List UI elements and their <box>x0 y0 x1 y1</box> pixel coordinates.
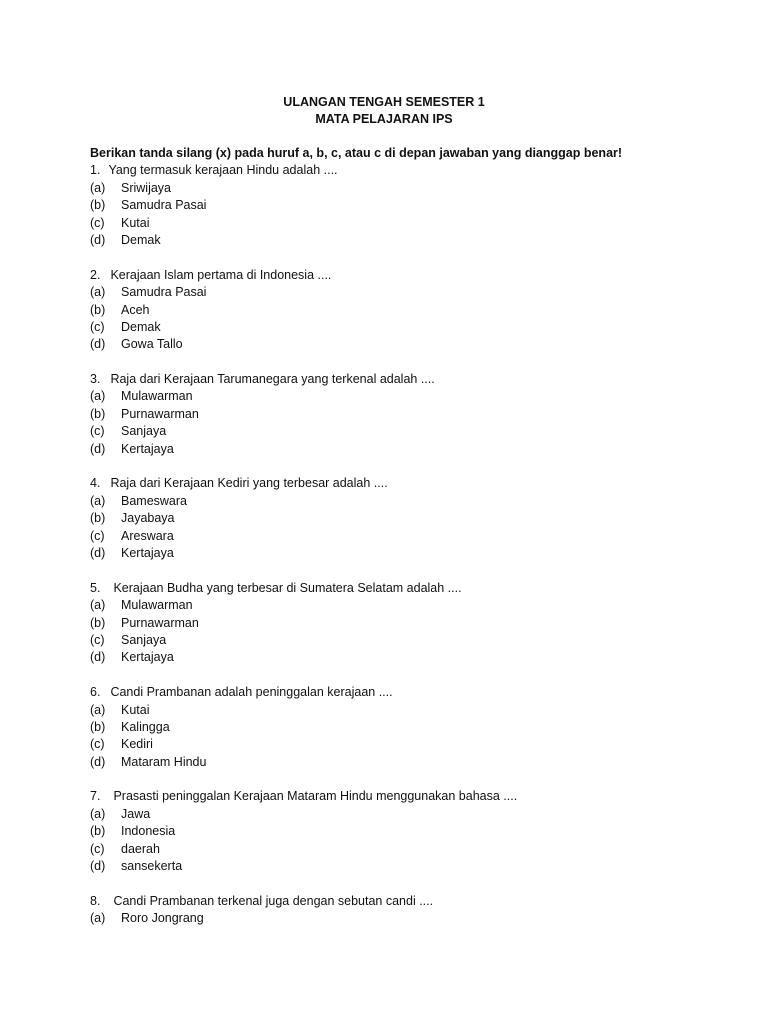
option-text: Samudra Pasai <box>121 285 207 300</box>
question-text: Yang termasuk kerajaan Hindu adalah .... <box>108 163 338 178</box>
option-letter: (a) <box>90 180 106 195</box>
option-letter: (c) <box>90 632 105 647</box>
option-letter: (c) <box>90 841 105 856</box>
question-text: Prasasti peninggalan Kerajaan Mataram Hindu menggunakan bahasa .... <box>113 789 518 804</box>
option-letter: (b) <box>90 511 106 526</box>
answer-option[interactable] <box>90 736 730 753</box>
answer-option[interactable] <box>90 406 730 423</box>
option-letter: (d) <box>90 545 106 560</box>
answer-option[interactable] <box>90 215 730 232</box>
option-letter: (b) <box>90 824 106 839</box>
option-letter: (d) <box>90 337 106 352</box>
question-number: 4. <box>90 476 101 491</box>
question-number: 6. <box>90 685 101 700</box>
option-letter: (a) <box>90 493 106 508</box>
option-letter: (d) <box>90 232 106 247</box>
option-text: Mulawarman <box>121 598 193 613</box>
question-item <box>90 893 730 928</box>
option-text: Aceh <box>121 302 150 317</box>
question-line <box>90 475 730 492</box>
answer-option[interactable] <box>90 719 730 736</box>
option-letter: (d) <box>90 859 106 874</box>
answer-option[interactable] <box>90 841 730 858</box>
question-line <box>90 371 730 388</box>
question-text: Kerajaan Islam pertama di Indonesia .... <box>110 267 332 282</box>
question-number: 7. <box>90 789 101 804</box>
option-letter: (b) <box>90 615 106 630</box>
exam-subject: MATA PELAJARAN IPS <box>315 112 453 126</box>
option-text: Demak <box>121 232 161 247</box>
option-letter: (d) <box>90 650 106 665</box>
option-letter: (b) <box>90 198 106 213</box>
option-letter: (a) <box>90 389 106 404</box>
option-letter: (b) <box>90 719 106 734</box>
question-line <box>90 684 730 701</box>
question-line <box>90 267 730 284</box>
question-item <box>90 580 730 667</box>
answer-option[interactable] <box>90 858 730 875</box>
answer-option[interactable] <box>90 180 730 197</box>
option-text: Sanjaya <box>121 424 167 439</box>
option-letter: (a) <box>90 598 106 613</box>
option-letter: (d) <box>90 441 106 456</box>
option-letter: (c) <box>90 215 105 230</box>
question-item <box>90 475 730 562</box>
option-letter: (b) <box>90 302 106 317</box>
question-text: Kerajaan Budha yang terbesar di Sumatera Selatam adalah .... <box>113 580 462 595</box>
answer-option[interactable] <box>90 441 730 458</box>
option-text: Kertajaya <box>121 650 174 665</box>
option-text: Sanjaya <box>121 632 167 647</box>
answer-option[interactable] <box>90 823 730 840</box>
answer-option[interactable] <box>90 284 730 301</box>
option-letter: (a) <box>90 806 106 821</box>
question-list <box>90 162 730 927</box>
answer-option[interactable] <box>90 302 730 319</box>
answer-option[interactable] <box>90 510 730 527</box>
option-letter: (c) <box>90 319 105 334</box>
answer-option[interactable] <box>90 423 730 440</box>
option-text: sansekerta <box>121 859 183 874</box>
answer-option[interactable] <box>90 319 730 336</box>
option-text: Kediri <box>121 737 153 752</box>
answer-option[interactable] <box>90 615 730 632</box>
option-text: Purnawarman <box>121 406 199 421</box>
answer-option[interactable] <box>90 232 730 249</box>
question-number: 3. <box>90 372 101 387</box>
question-line <box>90 893 730 910</box>
answer-option[interactable] <box>90 528 730 545</box>
question-text: Raja dari Kerajaan Kediri yang terbesar adalah .... <box>110 476 388 491</box>
exam-header <box>0 94 768 128</box>
option-text: Gowa Tallo <box>121 337 183 352</box>
option-text: Jayabaya <box>121 511 175 526</box>
question-line <box>90 580 730 597</box>
question-number: 2. <box>90 267 101 282</box>
option-text: Kutai <box>121 702 150 717</box>
question-line <box>90 788 730 805</box>
answer-option[interactable] <box>90 493 730 510</box>
question-line <box>90 162 730 179</box>
question-item <box>90 684 730 771</box>
question-number: 1. <box>90 163 101 178</box>
answer-option[interactable] <box>90 754 730 771</box>
answer-option[interactable] <box>90 388 730 405</box>
option-text: Roro Jongrang <box>121 911 204 926</box>
question-item <box>90 371 730 458</box>
option-letter: (c) <box>90 737 105 752</box>
answer-option[interactable] <box>90 197 730 214</box>
answer-option[interactable] <box>90 649 730 666</box>
option-text: daerah <box>121 841 160 856</box>
answer-option[interactable] <box>90 545 730 562</box>
option-text: Demak <box>121 319 161 334</box>
answer-option[interactable] <box>90 336 730 353</box>
option-text: Kalingga <box>121 719 170 734</box>
option-letter: (c) <box>90 424 105 439</box>
answer-option[interactable] <box>90 597 730 614</box>
instruction-text: Berikan tanda silang (x) pada huruf a, b, c, atau c di depan jawaban yang dianggap benar! <box>90 146 623 160</box>
answer-option[interactable] <box>90 632 730 649</box>
option-text: Jawa <box>121 806 151 821</box>
option-text: Kutai <box>121 215 150 230</box>
exam-title: ULANGAN TENGAH SEMESTER 1 <box>283 95 485 109</box>
question-text: Raja dari Kerajaan Tarumanegara yang terkenal adalah .... <box>110 372 435 387</box>
question-text: Candi Prambanan adalah peninggalan kerajaan .... <box>110 685 393 700</box>
question-item <box>90 788 730 875</box>
question-number: 5. <box>90 580 101 595</box>
answer-option[interactable] <box>90 910 730 927</box>
exam-content <box>90 145 730 945</box>
answer-option[interactable] <box>90 806 730 823</box>
question-text: Candi Prambanan terkenal juga dengan sebutan candi .... <box>113 893 434 908</box>
option-letter: (a) <box>90 285 106 300</box>
option-text: Indonesia <box>121 824 176 839</box>
question-number: 8. <box>90 893 101 908</box>
option-text: Bameswara <box>121 493 187 508</box>
option-text: Areswara <box>121 528 174 543</box>
option-text: Mulawarman <box>121 389 193 404</box>
option-letter: (c) <box>90 528 105 543</box>
option-text: Mataram Hindu <box>121 754 207 769</box>
option-letter: (d) <box>90 754 106 769</box>
option-text: Kertajaya <box>121 441 174 456</box>
option-text: Sriwijaya <box>121 180 172 195</box>
option-text: Purnawarman <box>121 615 199 630</box>
option-letter: (a) <box>90 911 106 926</box>
option-text: Kertajaya <box>121 545 174 560</box>
option-text: Samudra Pasai <box>121 198 207 213</box>
option-letter: (a) <box>90 702 106 717</box>
question-item <box>90 267 730 354</box>
question-item <box>90 162 730 249</box>
option-letter: (b) <box>90 406 106 421</box>
answer-option[interactable] <box>90 702 730 719</box>
